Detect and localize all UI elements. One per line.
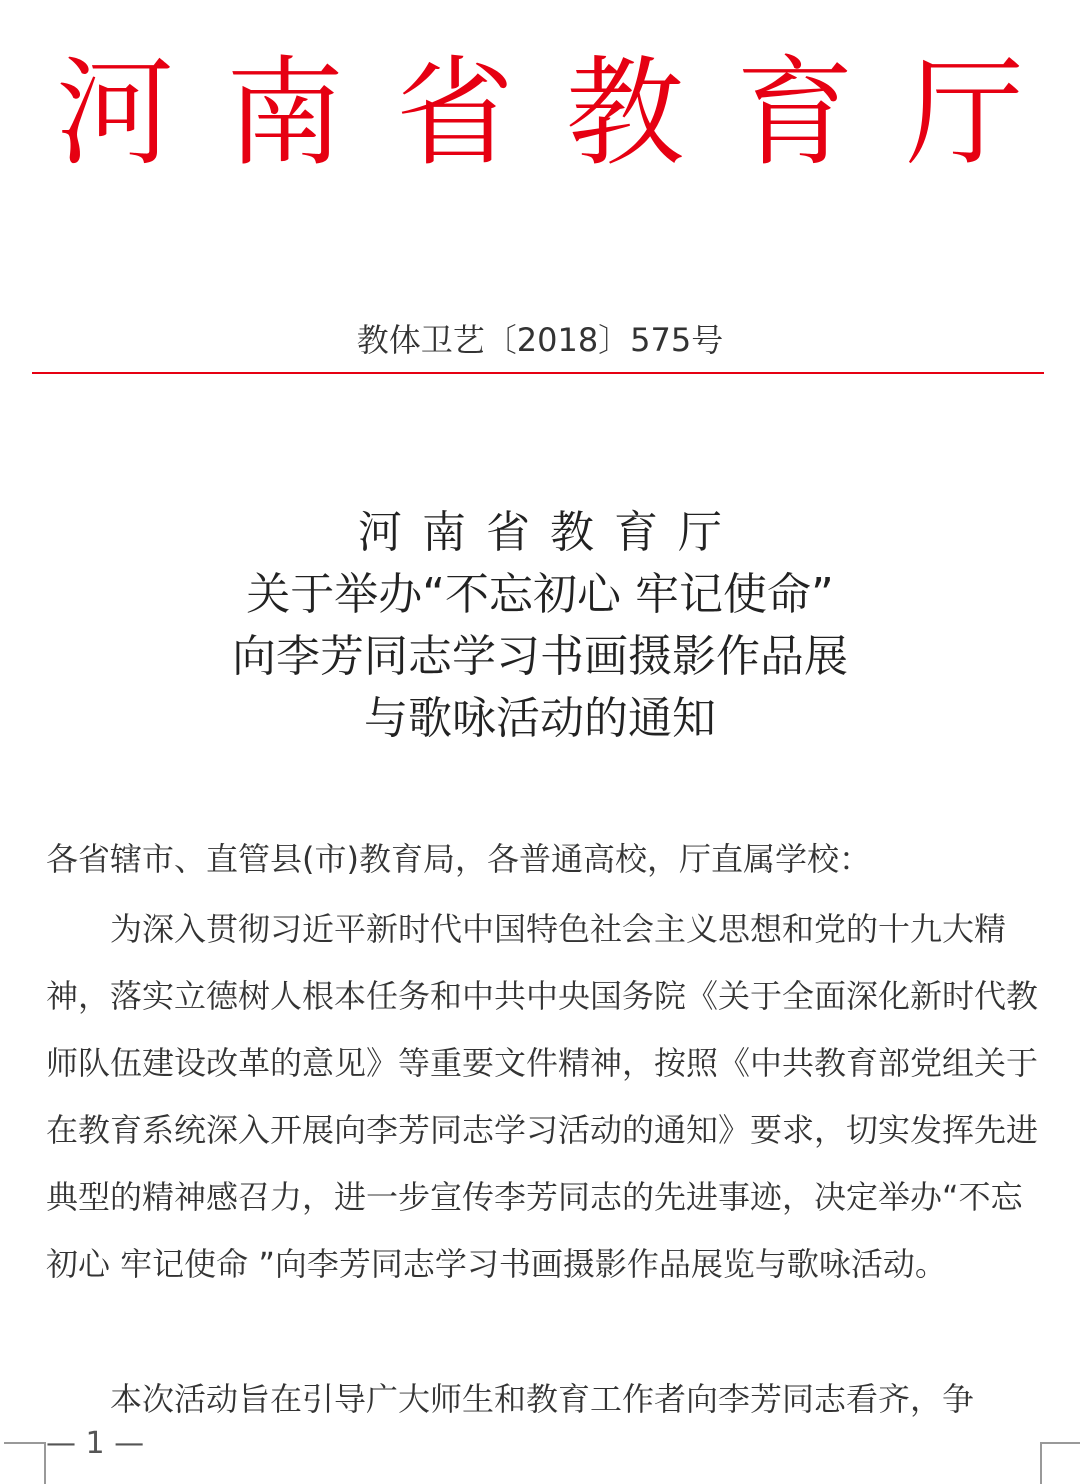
- notice-title-line-2: 关于举办“不忘初心 牢记使命”: [246, 569, 834, 620]
- header-agency-name: 河南省教育厅: [55, 44, 1076, 182]
- notice-title-line-4: 与歌咏活动的通知: [364, 693, 716, 744]
- notice-title-line-3: 向李芳同志学习书画摄影作品展: [232, 631, 848, 682]
- page-number: — 1 —: [46, 1426, 145, 1461]
- red-divider-line: [32, 372, 1044, 374]
- body-paragraph-1: 为深入贯彻习近平新时代中国特色社会主义思想和党的十九大精神，落实立德树人根本任务和中共中央国务院《关于全面深化新时代教师队伍建设改革的意见》等重要文件精神，按照《中共教育部党组关于在教育系统深入开展向李芳同志学习活动的通知》要求，切实发挥先进典型的精神感召力，进一步宣传李芳同志的先进事迹，决定举办“不忘初心 牢记使命 ”向李芳同志学习书画摄影作品展览与歌咏活动。: [46, 910, 1039, 1283]
- body-paragraph-2: 本次活动旨在引导广大师生和教育工作者向李芳同志看齐，争: [110, 1380, 975, 1418]
- notice-title-line-1: 河南省教育厅: [358, 507, 742, 558]
- document-number: 教体卫艺〔2018〕575号: [356, 321, 724, 359]
- salutation: 各省辖市、直管县(市)教育局，各普通高校，厅直属学校：: [46, 840, 871, 878]
- notice-title: [0, 502, 1080, 750]
